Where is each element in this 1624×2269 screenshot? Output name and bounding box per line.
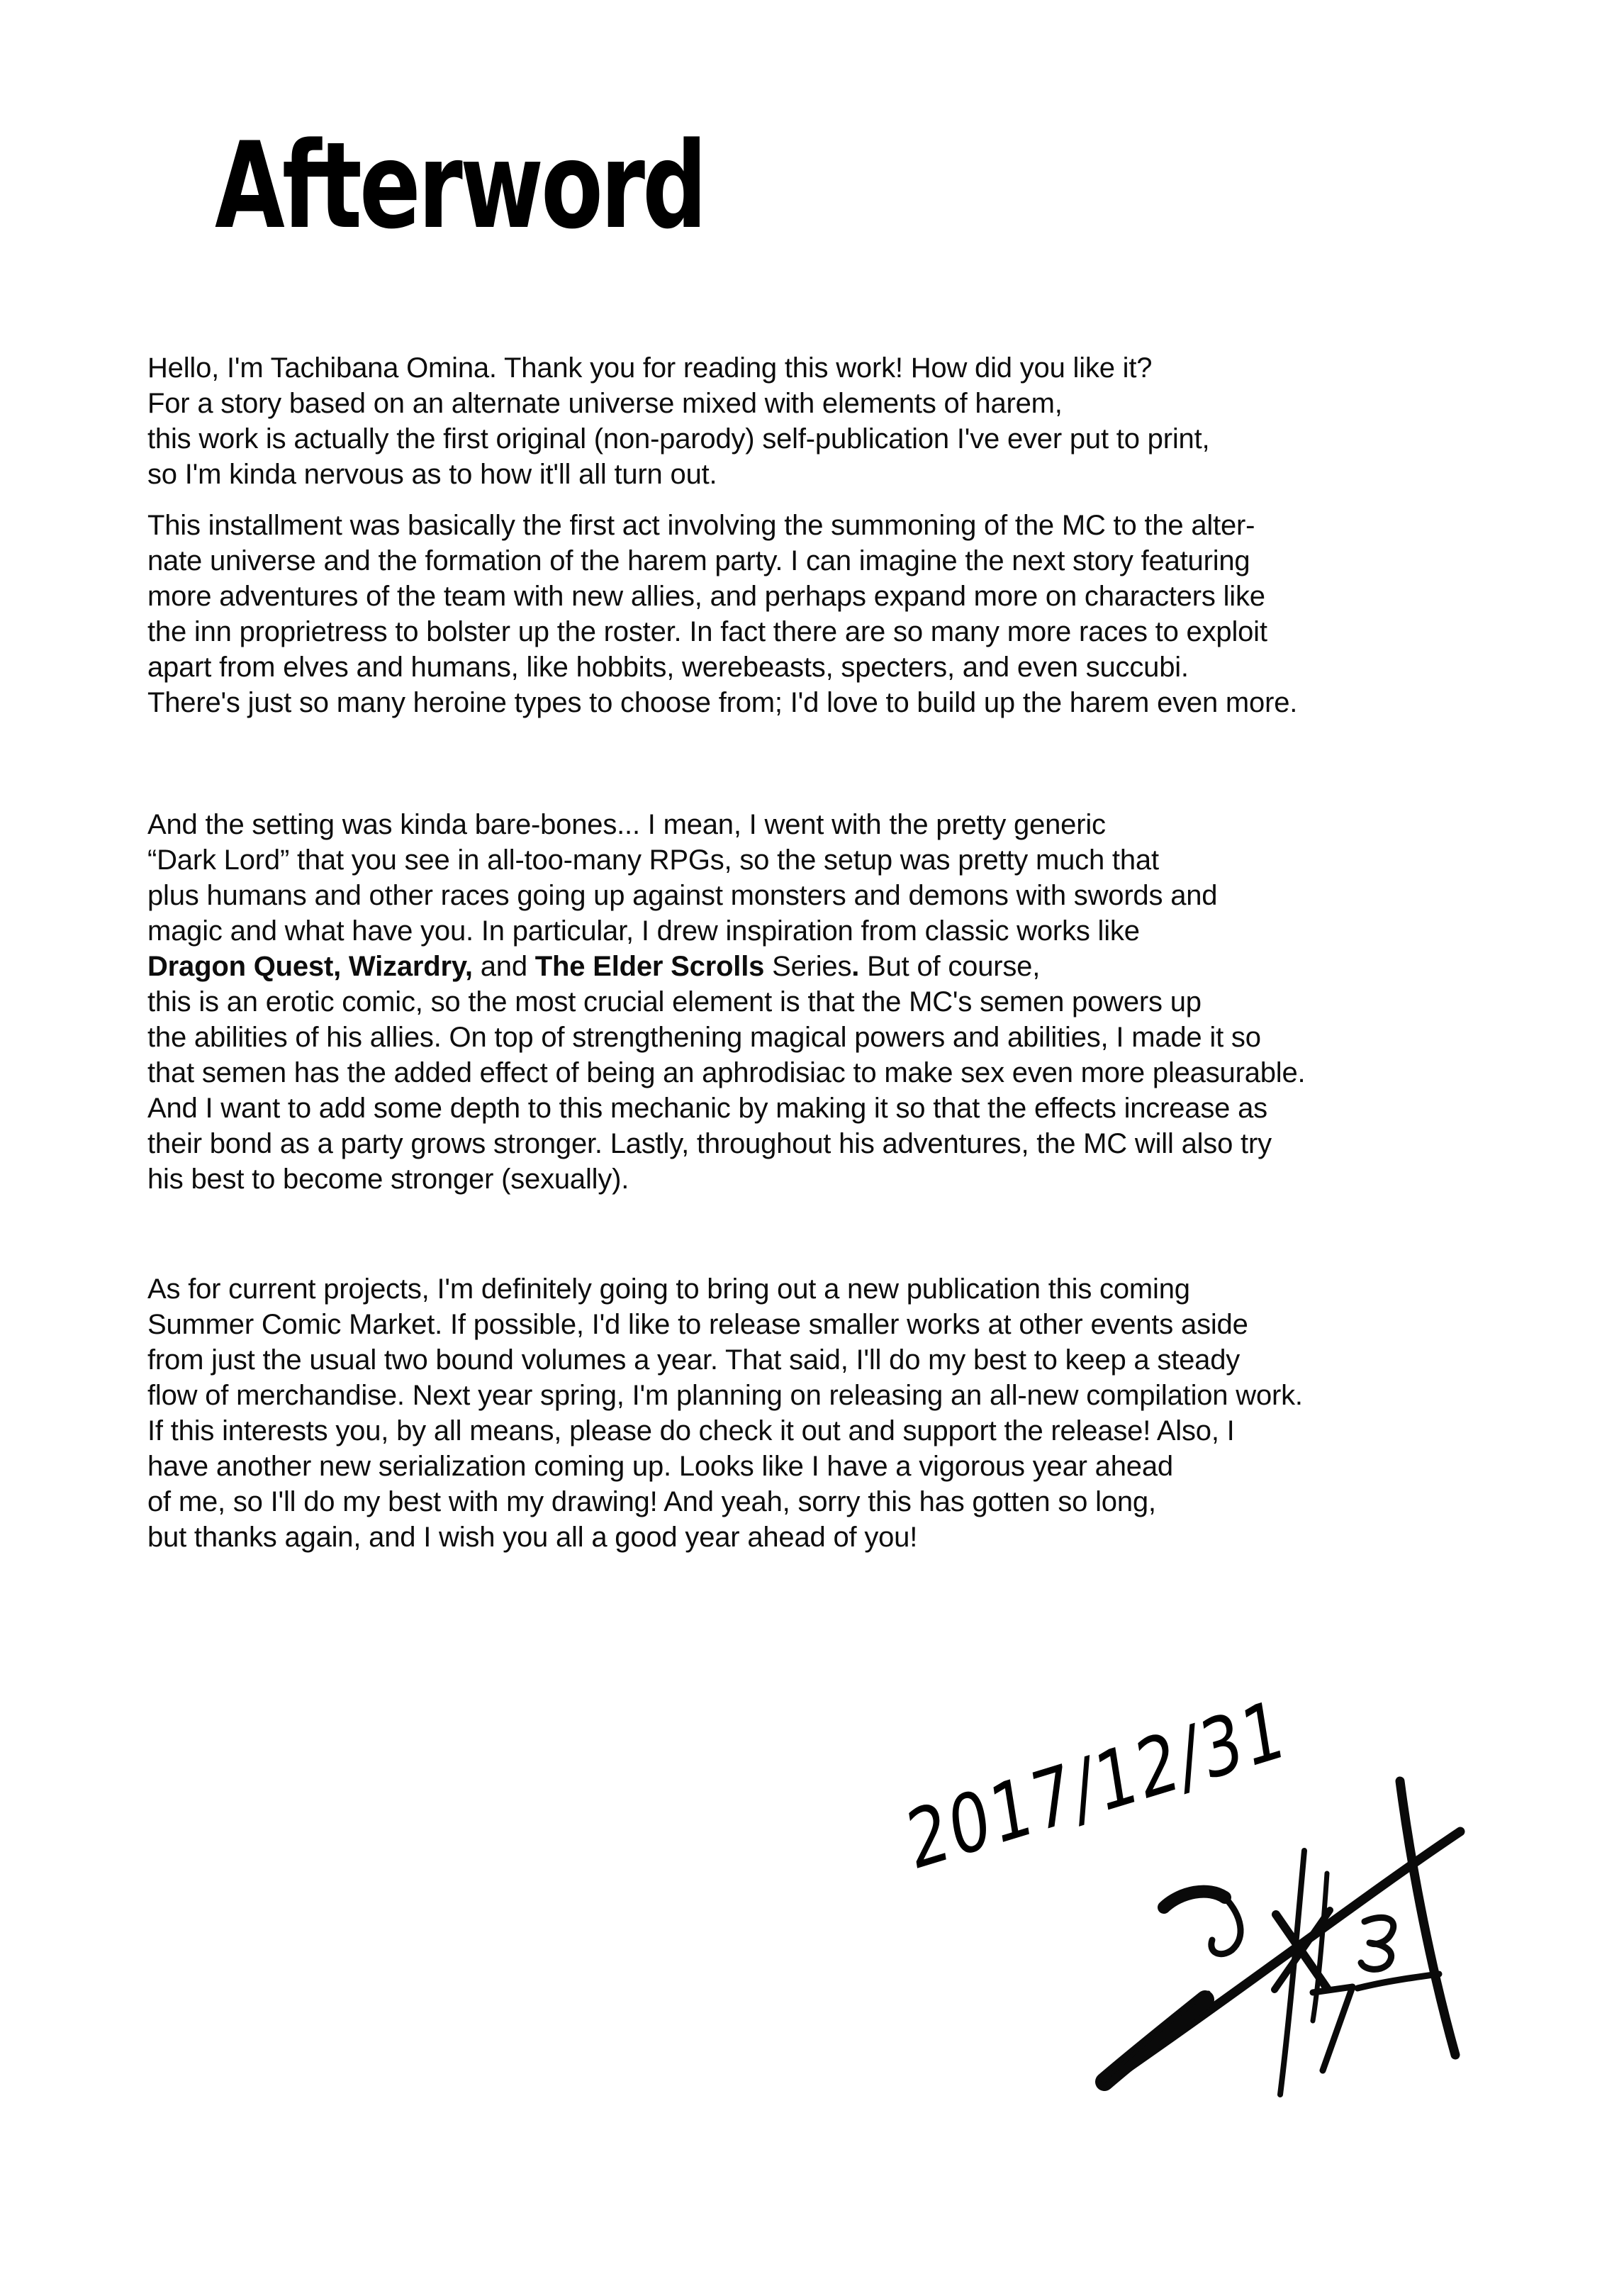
text-line — [147, 650, 1540, 685]
text-line — [147, 1091, 1540, 1126]
text-segment: But of course, — [859, 951, 1041, 982]
text-line — [147, 614, 1540, 650]
text-line — [147, 579, 1540, 614]
text-segment: “Dark Lord” that you see in all-too-many RPGs, so the setup was pretty much that — [147, 844, 1159, 876]
text-line — [147, 508, 1540, 543]
text-segment: apart from elves and humans, like hobbits, werebeasts, specters, and even succubi. — [147, 652, 1189, 683]
text-line — [147, 1520, 1540, 1555]
text-segment: his best to become stronger (sexually). — [147, 1164, 629, 1195]
text-line — [147, 1055, 1540, 1091]
text-line — [147, 1020, 1540, 1055]
text-segment: This installment was basically the first act involving the summoning of the MC to the alter- — [147, 510, 1255, 541]
text-line — [147, 350, 1540, 386]
text-segment: and — [472, 951, 535, 982]
text-segment: their bond as a party grows stronger. Lastly, throughout his adventures, the MC will also try — [147, 1128, 1272, 1159]
text-segment: As for current projects, I'm definitely going to bring out a new publication this coming — [147, 1273, 1190, 1305]
text-line — [147, 949, 1540, 984]
text-line — [147, 984, 1540, 1020]
afterword-paragraph — [147, 1271, 1540, 1555]
text-line — [147, 543, 1540, 579]
text-segment: but thanks again, and I wish you all a good year ahead of you! — [147, 1522, 918, 1553]
text-segment: so I'm kinda nervous as to how it'll all turn out. — [147, 459, 717, 490]
text-segment: For a story based on an alternate universe mixed with elements of harem, — [147, 388, 1063, 419]
afterword-paragraph — [147, 508, 1540, 720]
text-segment: have another new serialization coming up. Looks like I have a vigorous year ahead — [147, 1451, 1173, 1482]
text-segment: magic and what have you. In particular, I drew inspiration from classic works like — [147, 915, 1140, 947]
text-line — [147, 878, 1540, 913]
afterword-body — [147, 350, 1540, 1590]
text-segment: If this interests you, by all means, please do check it out and support the release! Also, I — [147, 1415, 1235, 1446]
text-segment: that semen has the added effect of being an aphrodisiac to make sex even more pleasurable. — [147, 1057, 1306, 1088]
text-line — [147, 1342, 1540, 1378]
text-line — [147, 1126, 1540, 1161]
text-line — [147, 807, 1540, 842]
text-line — [147, 421, 1540, 457]
text-line — [147, 1161, 1540, 1197]
text-segment: from just the usual two bound volumes a year. That said, I'll do my best to keep a steady — [147, 1344, 1241, 1376]
text-segment: of me, so I'll do my best with my drawing! And yeah, sorry this has gotten so long, — [147, 1486, 1156, 1517]
signature-strokes — [1100, 1781, 1460, 2095]
text-line — [147, 685, 1540, 720]
text-segment: Hello, I'm Tachibana Omina. Thank you for reading this work! How did you like it? — [147, 352, 1153, 384]
text-line — [147, 457, 1540, 492]
text-line — [147, 1307, 1540, 1342]
afterword-paragraph — [147, 350, 1540, 492]
text-segment: Summer Comic Market. If possible, I'd like to release smaller works at other events aside — [147, 1309, 1248, 1340]
text-segment: There's just so many heroine types to choose from; I'd love to build up the harem even more. — [147, 687, 1298, 718]
text-segment: And the setting was kinda bare-bones... I mean, I went with the pretty generic — [147, 809, 1106, 840]
handwritten-date: 2017/12/31 — [901, 1682, 1292, 1889]
text-line — [147, 386, 1540, 421]
text-segment: the abilities of his allies. On top of strengthening magical powers and abilities, I made it so — [147, 1022, 1261, 1053]
text-segment: Series — [764, 951, 852, 982]
text-line — [147, 842, 1540, 878]
text-line — [147, 1449, 1540, 1484]
text-segment: plus humans and other races going up against monsters and demons with swords and — [147, 880, 1218, 911]
bold-text-segment: The Elder Scrolls — [534, 951, 765, 982]
text-segment: more adventures of the team with new allies, and perhaps expand more on characters like — [147, 581, 1265, 612]
text-line — [147, 1413, 1540, 1449]
text-segment: nate universe and the formation of the harem party. I can imagine the next story featuring — [147, 545, 1250, 576]
text-line — [147, 1271, 1540, 1307]
text-segment: And I want to add some depth to this mechanic by making it so that the effects increase as — [147, 1093, 1267, 1124]
bold-text-segment: Dragon Quest, Wizardry, — [147, 951, 473, 982]
text-segment: the inn proprietress to bolster up the roster. In fact there are so many more races to exploit — [147, 616, 1267, 647]
artist-signature-icon — [1063, 1688, 1574, 2184]
bold-text-segment: . — [851, 951, 860, 982]
text-line — [147, 913, 1540, 949]
text-segment: this work is actually the first original (non-parody) self-publication I've ever put to print, — [147, 423, 1210, 455]
text-segment: this is an erotic comic, so the most crucial element is that the MC's semen powers up — [147, 986, 1202, 1018]
text-segment: flow of merchandise. Next year spring, I'm planning on releasing an all-new compilation work. — [147, 1380, 1303, 1411]
text-line — [147, 1484, 1540, 1520]
text-line — [147, 1378, 1540, 1413]
page-title: Afterword — [215, 116, 705, 255]
afterword-paragraph — [147, 807, 1540, 1197]
